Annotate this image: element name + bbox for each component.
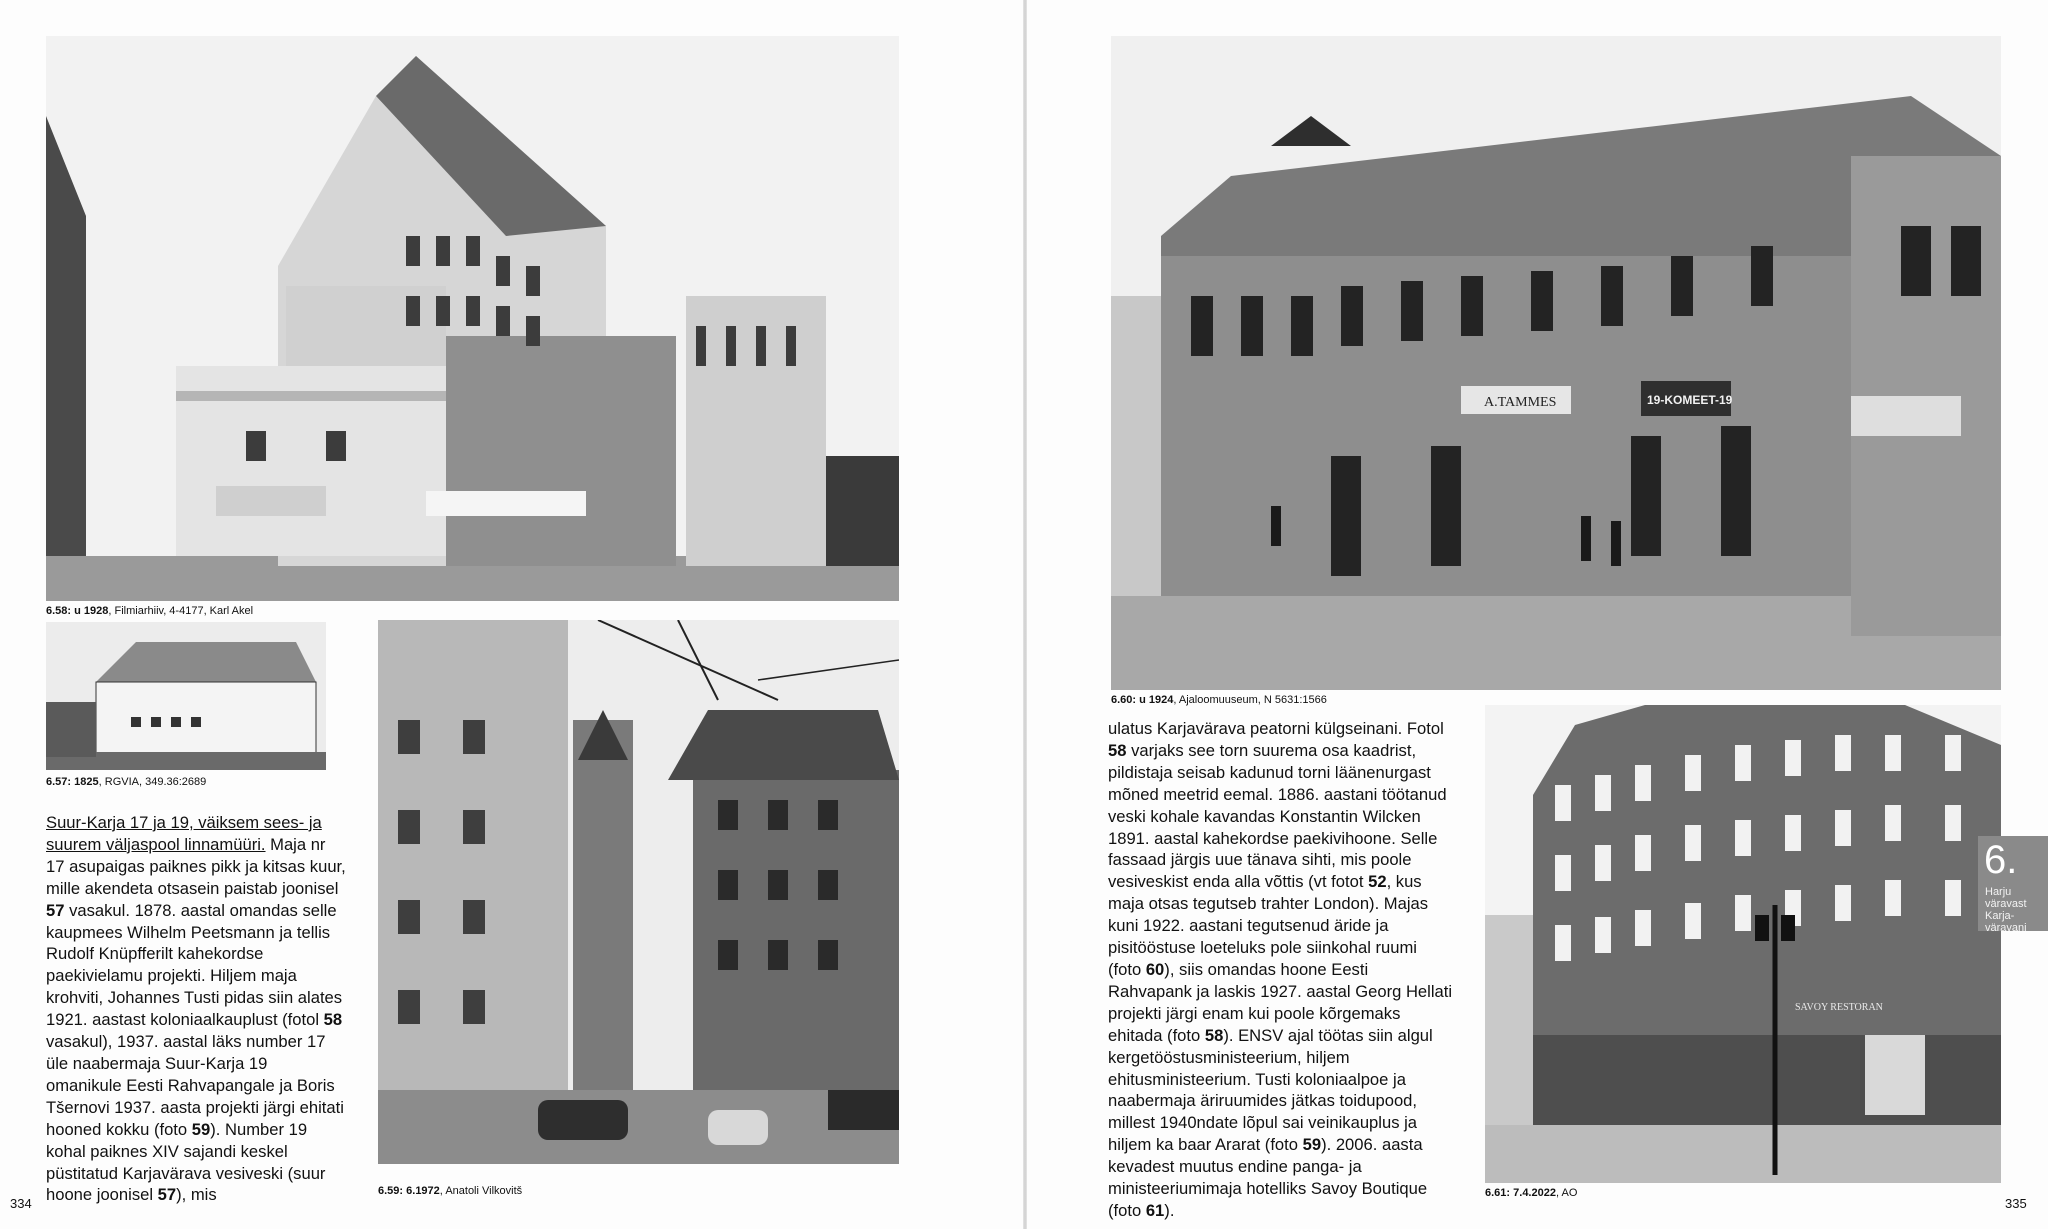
chapter-tab: [1978, 836, 2048, 934]
caption-6-59: 6.59: 6.1972, Anatoli Vilkovitš: [378, 1185, 523, 1197]
figure-ref: 52: [1368, 872, 1387, 892]
photo-6-57-drawing: [46, 622, 326, 770]
photo-6-58-image: [46, 36, 899, 601]
book-gutter: [1023, 0, 1027, 1229]
page-number-right: 335: [2005, 1196, 2027, 1211]
photo-6-59-image: [378, 620, 899, 1164]
figure-ref: 58: [1108, 740, 1127, 760]
left-paragraph: Suur-Karja 17 ja 19, väiksem sees- ja suurem väljaspool linnamüüri. Maja nr 17 asupaigas paiknes pikk ja kitsas kuur, mille akendeta otsasein paistab joonisel 57 vasakul. 1878. aastal omandas selle kaupmees Wilhelm Peetsmann ja tellis Rudolf Knüpfferilt kahekordse paekivielamu projekti. Hiljem maja krohviti, Johannes Tusti pidas siin alates 1921. aastast koloniaalkauplust (fotol 58 vasakul), 1937. aastal läks number 17 üle naabermaja Suur-Karja 19 omanikule Eesti Rahvapangale ja Boris Tšernovi 1937. aasta projekti järgi ehitati hooned kokku (foto 59). Number 19 kohal paiknes XIV sajandi keskel püstitatud Karjavärava vesiveski (suur hoone joonisel 57), mis: [46, 813, 346, 1205]
figure-ref: 58: [323, 1010, 343, 1030]
sign-savoy: SAVOY RESTORAN: [1795, 1002, 1883, 1013]
photo-6-58: [46, 36, 899, 601]
caption-6-57: 6.57: 1825, RGVIA, 349.36:2689: [46, 776, 207, 788]
caption-6-61: 6.61: 7.4.2022, AO: [1485, 1187, 1578, 1199]
figure-ref: 57: [157, 1185, 177, 1205]
right-body-text: [1108, 718, 1453, 1222]
photo-6-60-image: [1111, 36, 2001, 690]
text-lead: Suur-Karja 17 ja 19, väiksem sees- ja suurem väljaspool linnamüüri.: [46, 813, 322, 854]
photo-6-60: [1111, 36, 2001, 690]
chapter-number: 6.: [1984, 838, 2018, 882]
figure-ref: 58: [1204, 1025, 1224, 1045]
figure-ref: 60: [1145, 959, 1165, 979]
photo-6-61-image: [1485, 705, 2001, 1183]
page-number-left: 334: [10, 1196, 32, 1211]
photo-6-57: [46, 622, 326, 770]
figure-ref: 59: [1302, 1135, 1322, 1155]
sign-komeet: 19-KOMEET-19: [1647, 393, 1733, 407]
caption-6-58: 6.58: u 1928, Filmiarhiiv, 4-4177, Karl Akel: [46, 605, 254, 617]
figure-ref: 59: [191, 1119, 211, 1139]
photo-6-59: [378, 620, 899, 1164]
left-body-text: [46, 812, 346, 1206]
photo-6-61: [1485, 705, 2001, 1183]
sign-tammes: A.TAMMES: [1484, 395, 1557, 410]
figure-ref: 57: [46, 900, 65, 920]
chapter-label: Harju väravast Karja- väravani: [1985, 886, 2027, 934]
figure-ref: 61: [1145, 1200, 1165, 1220]
caption-6-60: 6.60: u 1924, Ajaloomuuseum, N 5631:1566: [1111, 694, 1327, 706]
right-paragraph: ulatus Karjavärava peatorni külgseinani. Fotol 58 varjaks see torn suurema osa kaadrist, pildistaja seisab kadunud torni läänenurgast mõned meetrid eemal. 1886. aastani töötanud veski kohale kavandas Konstantin Wilcken 1891. aastal kahekordse paekivihoone. Selle fassaad järgis uue tänava sihti, mis poole vesiveskist enda alla võttis (vt fotot 52, kus maja otsas tegutseb trahter London). Majas kuni 1922. aastani tegutsenud äride ja pisitööstuse loeteluks pole siinkohal ruumi (foto 60), siis omandas hoone Eesti Rahvapank ja laskis 1927. aastal Georg Hellati projekti järgi enam kui poole kõrgemaks ehitada (foto 58). ENSV ajal töötas siin algul kergetööstusministeerium, hiljem ehitusministeerium. Tusti koloniaalpoe ja naabermaja äriruumides jätkas toidupood, millest 1940ndate lõpul sai veinikauplus ja hiljem ka baar Ararat (foto 59). 2006. aasta kevadest muutus endine panga- ja ministeeriumimaja hotelliks Savoy Boutique (foto 61).: [1108, 719, 1453, 1220]
